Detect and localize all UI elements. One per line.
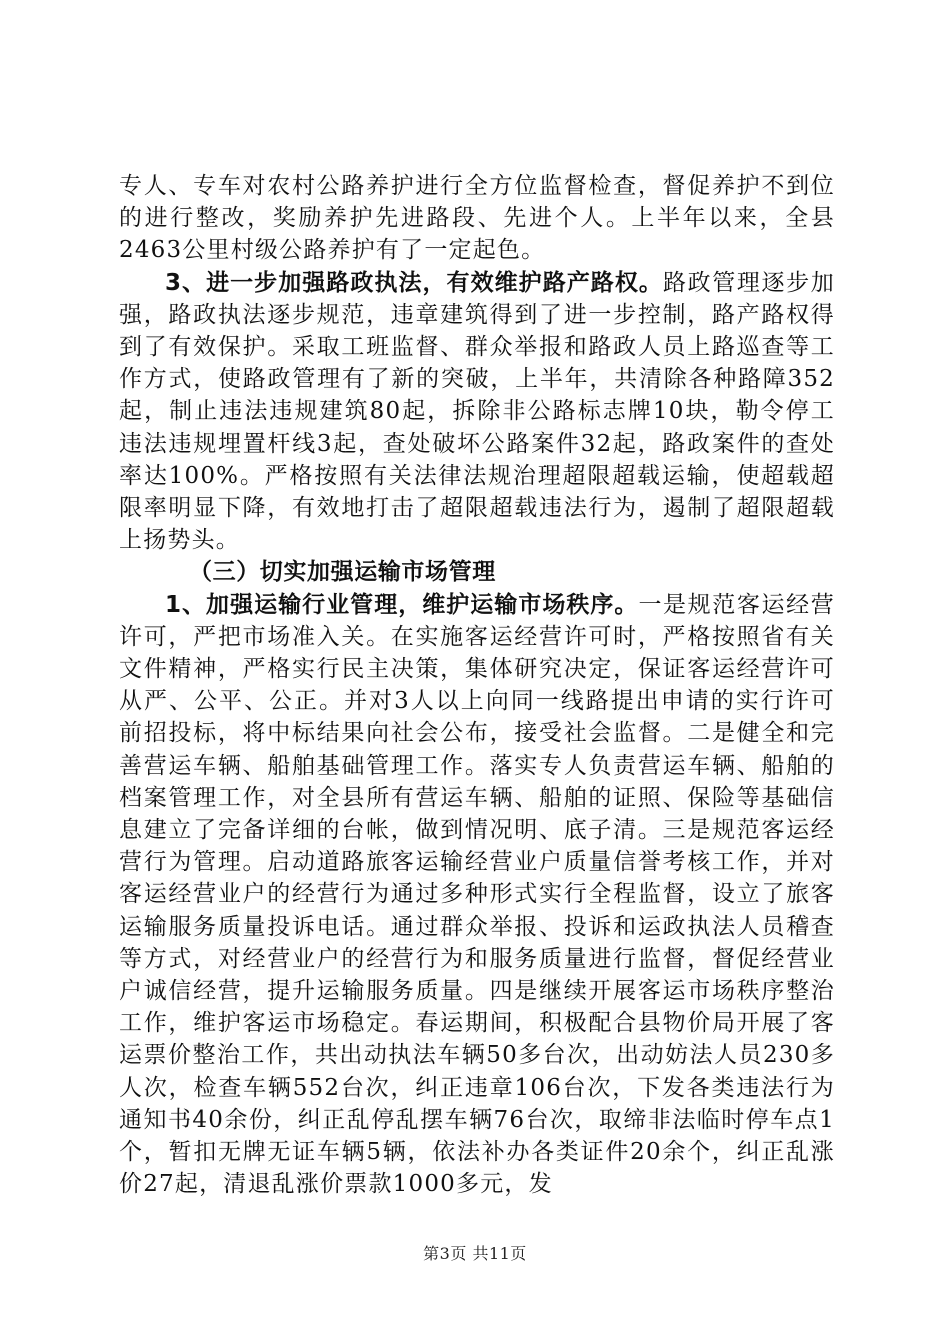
paragraph-lead: 3、进一步加强路政执法，有效维护路产路权。	[165, 269, 663, 296]
paragraph-text: 路政管理逐步加强，路政执法逐步规范，违章建筑得到了进一步控制，路产路权得到了有效保护。采取工班监督、群众举报和路政人员上路巡查等工作方式，使路政管理有了新的突破，上半年，共清除各种路障352起，制止违法违规建筑80起，拆除非公路标志牌10块，勒令停工违法违规埋置杆线3起，查处破坏公路案件32起，路政案件的查处率达100%。严格按照有关法律法规治理超限超载运输，使超载超限率明显下降，有效地打击了超限超载违法行为，遏制了超限超载上扬势头。	[119, 269, 836, 554]
paragraph-continuation	[119, 170, 835, 267]
paragraph-transport-market	[119, 589, 835, 1201]
paragraph-text: 专人、专车对农村公路养护进行全方位监督检查，督促养护不到位的进行整改，奖励养护先进路段、先进个人。上半年以来，全县2463公里村级公路养护有了一定起色。	[119, 173, 835, 264]
paragraph-lead: 1、加强运输行业管理，维护运输市场秩序。	[165, 591, 639, 618]
paragraph-text: 一是规范客运经营许可，严把市场准入关。在实施客运经营许可时，严格按照省有关文件精神，严格实行民主决策，集体研究决定，保证客运经营许可从严、公平、公正。并对3人以上向同一线路提出申请的实行许可前招投标，将中标结果向社会公布，接受社会监督。二是健全和完善营运车辆、船舶基础管理工作。落实专人负责营运车辆、船舶的档案管理工作，对全县所有营运车辆、船舶的证照、保险等基础信息建立了完备详细的台帐，做到情况明、底子清。三是规范客运经营行为管理。启动道路旅客运输经营业户质量信誉考核工作，并对客运经营业户的经营行为通过多种形式实行全程监督，设立了旅客运输服务质量投诉电话。通过群众举报、投诉和运政执法人员稽查等方式，对经营业户的经营行为和服务质量进行监督，督促经营业户诚信经营，提升运输服务质量。四是继续开展客运市场秩序整治工作，维护客运市场稳定。春运期间，积极配合县物价局开展了客运票价整治工作，共出动执法车辆50多台次，出动妨法人员230多人次，检查车辆552台次，纠正违章106台次，下发各类违法行为通知书40余份，纠正乱停乱摆车辆76台次，取缔非法临时停车点1个，暂扣无牌无证车辆5辆，依法补办各类证件20余个，纠正乱涨价27起，清退乱涨价票款1000多元，发	[119, 591, 835, 1198]
paragraph-road-administration	[119, 267, 835, 557]
section-heading: （三）切实加强运输市场管理	[189, 559, 496, 586]
page-number-footer: 第3页 共11页	[423, 1244, 527, 1263]
document-body	[119, 170, 835, 1201]
